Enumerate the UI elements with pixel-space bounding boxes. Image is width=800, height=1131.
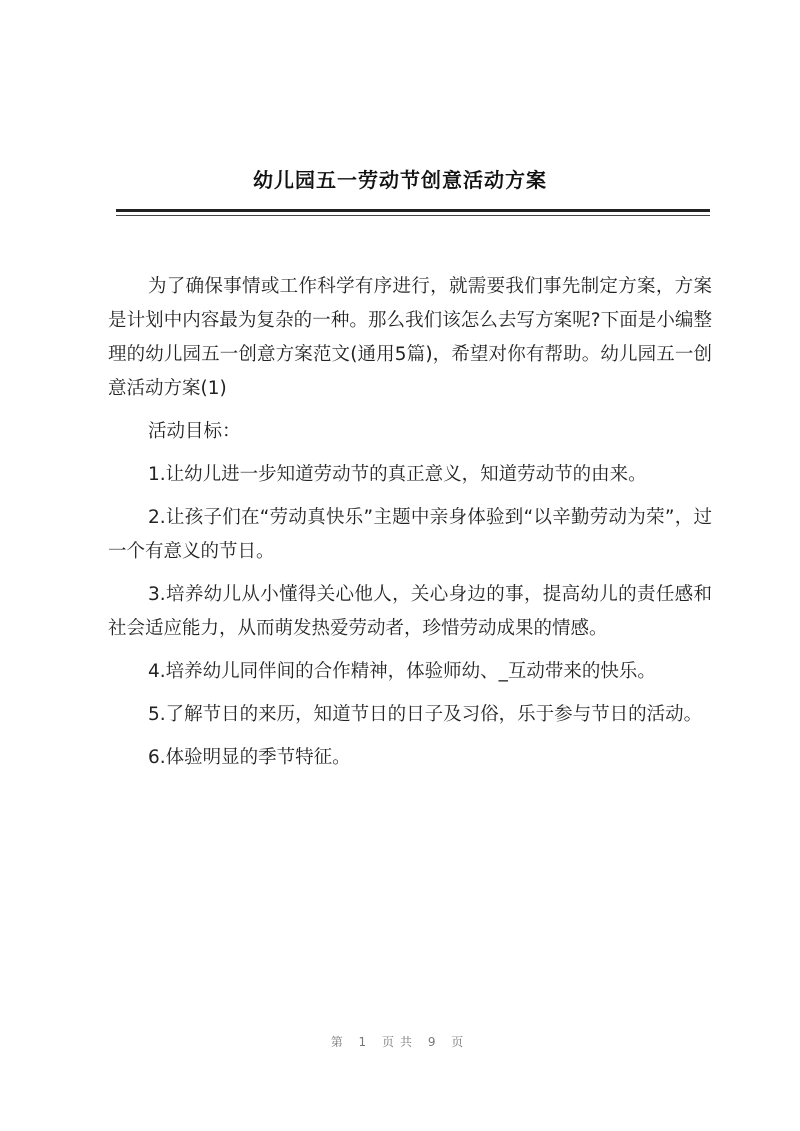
list-item-goal-1: 1.让幼儿进一步知道劳动节的真正意义，知道劳动节的由来。 [148,464,647,485]
page-number-footer: 第 1 页共 9 页 [330,1035,470,1049]
title-divider [116,209,710,212]
list-item-goal-6: 6.体验明显的季节特征。 [148,747,351,768]
list-item-goal-2: 2.让孩子们在“劳动真快乐”主题中亲身体验到“以辛勤劳动为荣”，过一个有意义的节日。 [108,507,712,562]
title-divider-thin [116,215,710,216]
paragraph-intro: 为了确保事情或工作科学有序进行，就需要我们事先制定方案，方案是计划中内容最为复杂的一种。那么我们该怎么去写方案呢?下面是小编整理的幼儿园五一创意方案范文(通用5篇)，希望对你有帮助。幼儿园五一创意活动方案(1) [108,276,712,399]
list-item-goal-3: 3.培养幼儿从小懂得关心他人，关心身边的事，提高幼儿的责任感和社会适应能力，从而萌发热爱劳动者，珍惜劳动成果的情感。 [108,584,712,639]
list-item-goal-5: 5.了解节日的来历，知道节日的日子及习俗，乐于参与节日的活动。 [148,704,703,725]
page-title: 幼儿园五一劳动节创意活动方案 [253,168,547,192]
paragraph-heading-goals: 活动目标： [148,421,241,442]
document-body [108,270,712,784]
list-item-goal-4: 4.培养幼儿同伴间的合作精神，体验师幼、_互动带来的快乐。 [148,661,656,682]
